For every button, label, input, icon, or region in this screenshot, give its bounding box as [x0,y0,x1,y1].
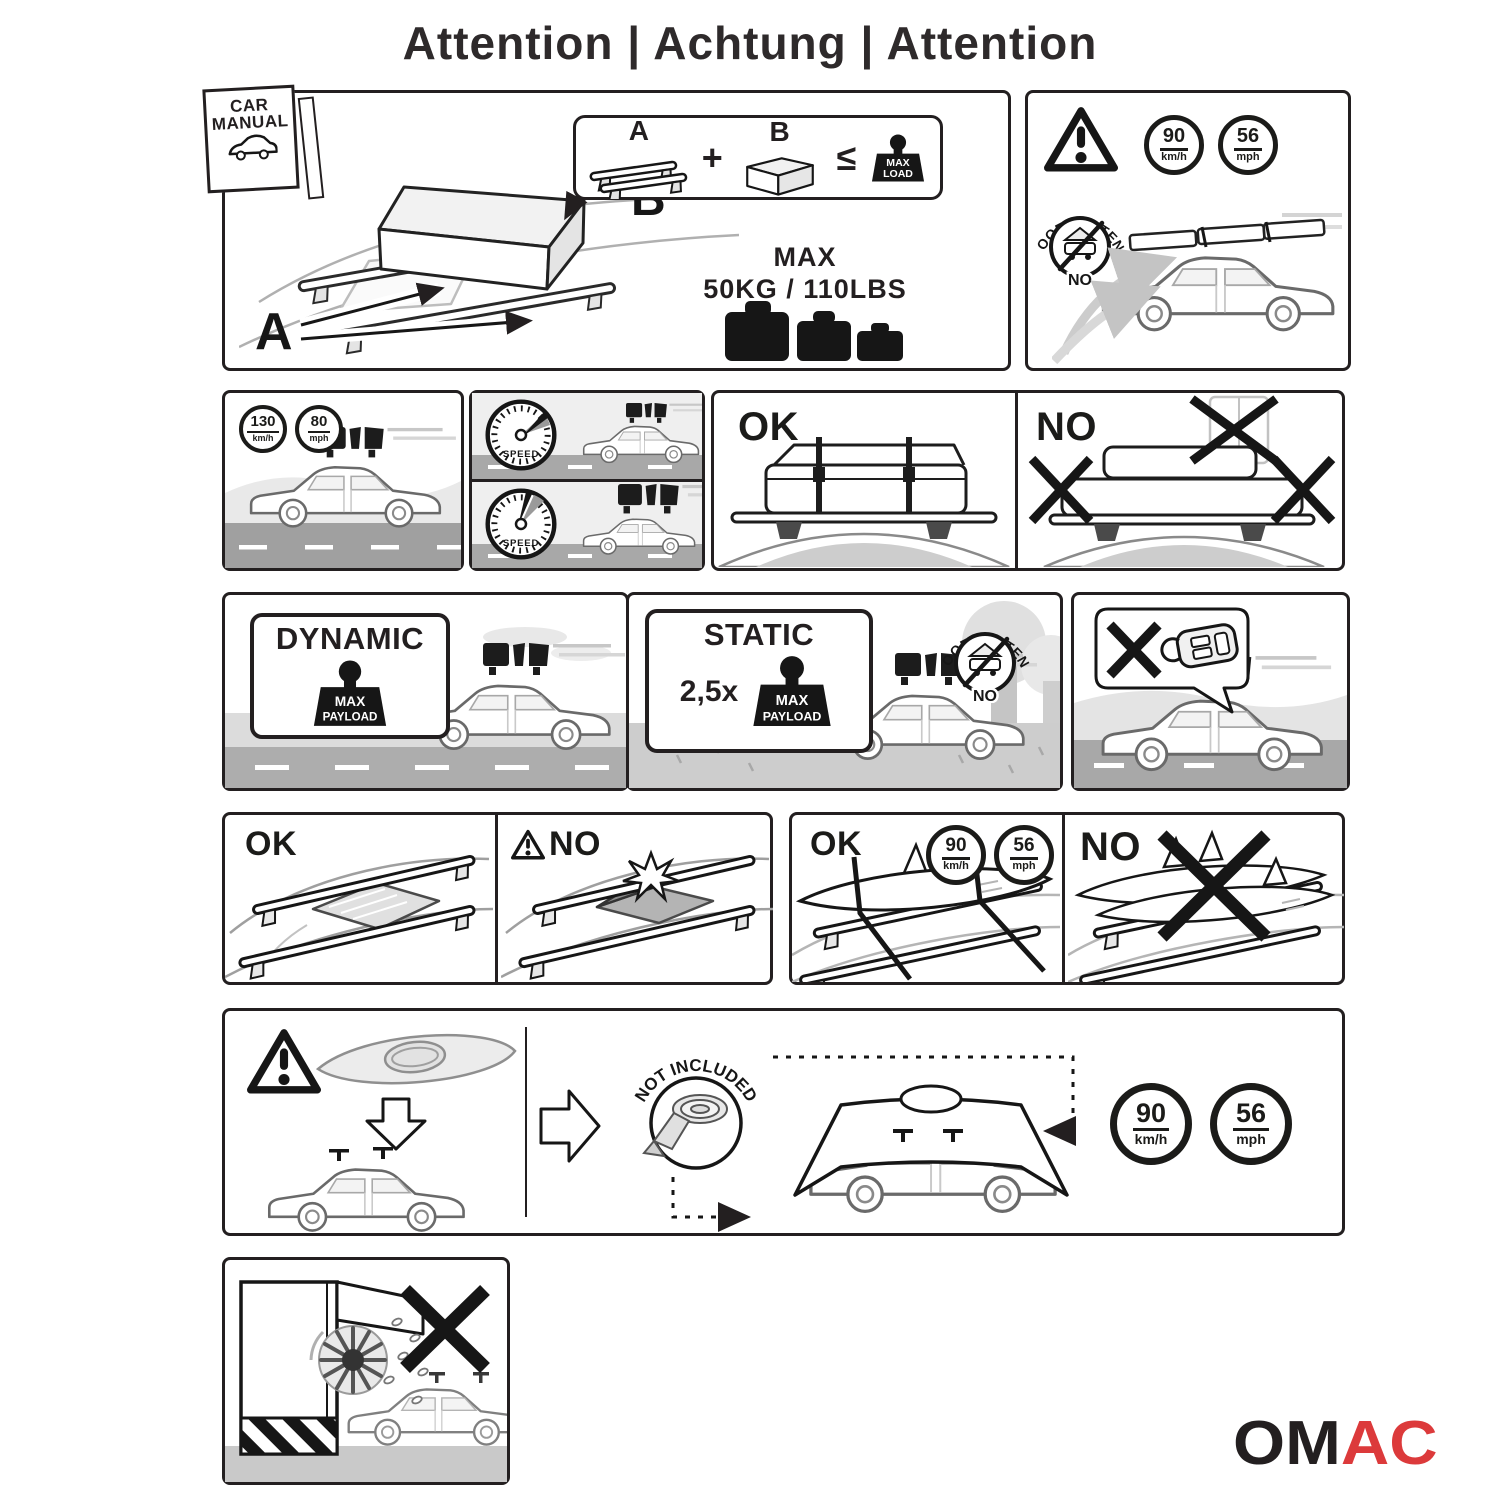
speed-limit-90-badge: 90 km/h [926,825,986,885]
static-multiplier: 2,5x [679,675,739,708]
clamp-warning-scene [1074,595,1347,788]
gauge-panel-divider [472,479,702,482]
less-equal-sign: ≤ [836,136,857,178]
cargo-box-icon [734,148,826,198]
ok-label-basket: OK [738,405,799,449]
panel-basket-ok-no [711,390,1345,571]
no-label-stack: NO [1036,405,1097,449]
svg-text:LOAD: LOAD [883,167,914,180]
max-payload-icon [746,653,838,731]
svg-text:MAX: MAX [334,694,366,710]
ok-label-surf: OK [810,825,862,863]
sunroof-panel-divider [495,815,498,982]
logo-text-red: AC [1340,1409,1438,1478]
roof-boards [1130,220,1325,250]
speed-limit-56-badge: 56 mph [994,825,1054,885]
panel-speed-gauges [469,390,705,571]
warning-triangle-icon [511,829,545,860]
svg-text:MAX: MAX [775,692,809,709]
luggage-icon [725,299,905,363]
basket-panel-divider [1015,393,1018,568]
gauge-scene-slow [472,482,702,568]
gauge-scene-fast [472,393,702,479]
suv-airflow-illustration [1052,185,1348,367]
car-manual-word-1: CAR [229,95,269,117]
speed-limit-90-badge: 90 km/h [1110,1083,1192,1165]
label-a: A [628,114,649,146]
panel-sunroof-ok-no [222,812,773,985]
panel-surfboard-ok-no [789,812,1345,985]
speed-limit-90-badge: 90 km/h [1144,115,1204,175]
surf-panel-divider [1062,815,1065,982]
car-manual-word-2: MANUAL [211,111,289,135]
load-formula [573,115,943,200]
no-rooftop-tent-badge [935,599,1035,703]
static-title: STATIC [703,617,815,652]
panel-kayak-straps [222,1008,1345,1236]
max-load-icon [867,129,929,187]
cargo-box-b [379,187,584,289]
kayak-strapped-illustration [781,1067,1081,1232]
panel-no-rooftop-tent [1025,90,1351,371]
label-a-main: A [255,303,293,361]
panel-clamp-warning [1071,592,1350,791]
formula-item-b [734,115,826,198]
crossbars-icon [587,147,691,199]
svg-text:PAYLOAD: PAYLOAD [762,709,822,724]
svg-text:MAX: MAX [886,156,910,169]
panel-max-load [211,90,1011,371]
svg-text:NOT INCLUDED: NOT INCLUDED [631,1055,761,1106]
omac-logo [1233,1408,1438,1479]
warning-triangle-icon [1044,105,1118,173]
svg-text:PAYLOAD: PAYLOAD [322,710,378,724]
panel-speed-130 [222,390,464,571]
carwash-no-illustration [225,1260,507,1482]
panel-no-carwash [222,1257,510,1485]
speed-limit-56-badge: 56 mph [1210,1083,1292,1165]
dynamic-sign [250,613,450,739]
plus-sign: + [701,136,723,178]
speed-limit-80-badge: 80 mph [295,405,343,453]
logo-text-black: OM [1233,1409,1341,1478]
car-manual-icon [202,85,299,194]
manual-car-doodle-icon [225,130,278,163]
max-weight-line2: 50KG / 110LBS [703,274,907,305]
ok-label-sunroof: OK [245,825,297,863]
kayak-panel-divider [525,1027,527,1217]
formula-item-a [587,114,691,199]
label-b: B [769,115,790,147]
max-payload-icon [307,657,393,731]
speed-limit-130-badge: 130 km/h [239,405,287,453]
speed-limit-56-badge: 56 mph [1218,115,1278,175]
page-title: Attention | Achtung | Attention [402,17,1098,69]
dynamic-title: DYNAMIC [275,621,425,656]
no-label-sunroof: NO [511,825,601,864]
panel-static-payload [626,592,1063,791]
panel-dynamic-payload [222,592,629,791]
static-sign [645,609,873,753]
no-label-surf: NO [1080,825,1141,869]
max-weight-line1: MAX [773,242,837,272]
surf-fin [904,845,926,873]
max-weight-text [665,241,945,306]
